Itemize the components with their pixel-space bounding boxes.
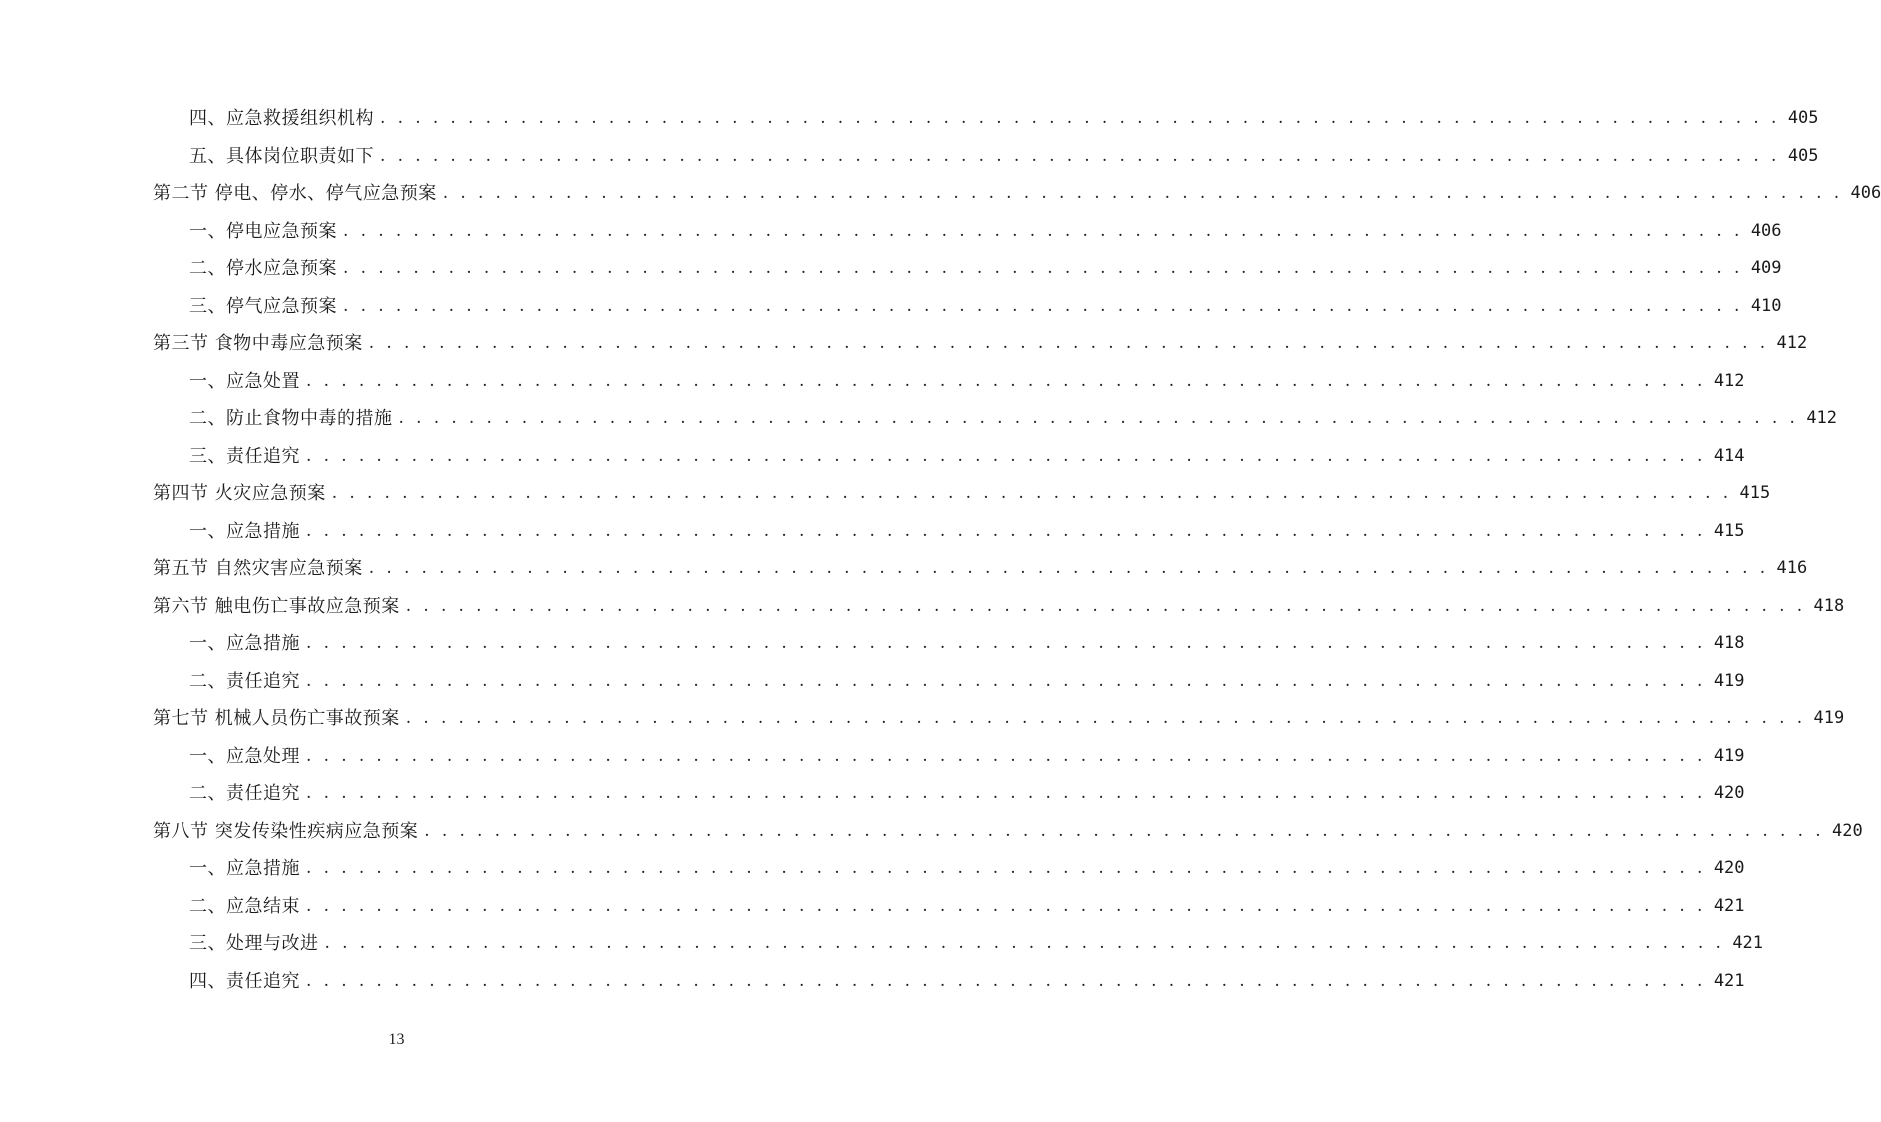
toc-section-entry[interactable]: [0, 175, 1881, 213]
toc-entry-title: 一、停电应急预案: [189, 220, 337, 242]
page-number: 13: [388, 1031, 405, 1048]
toc-entry-page: 415: [1739, 483, 1771, 503]
toc-dot-leader: . . . . . . . . . . . . . . . . . . . . . . . . . . . . . . . . . . . . . . . . . . . . . . . . . . . . . . . . . . . . . . . . . . . . . . . . . . . . . . . .: [306, 783, 1706, 803]
toc-subsection-entry[interactable]: [0, 925, 1764, 963]
toc-entry-page: 405: [1787, 145, 1819, 166]
toc-entry-title: 一、应急处置: [189, 370, 300, 392]
toc-entry-page: 409: [1750, 258, 1782, 278]
toc-subsection-entry[interactable]: [0, 138, 1819, 176]
toc-entry-title: 一、应急措施: [189, 520, 300, 542]
toc-entry-page: 420: [1713, 858, 1745, 878]
toc-subsection-entry[interactable]: [0, 288, 1782, 326]
toc-entry-page: 414: [1713, 445, 1745, 466]
toc-entry-page: 406: [1850, 183, 1881, 203]
toc-entry-page: 410: [1750, 295, 1782, 316]
toc-dot-leader: . . . . . . . . . . . . . . . . . . . . . . . . . . . . . . . . . . . . . . . . . . . . . . . . . . . . . . . . . . . . . . . . . . . . . . . . . . . . . . . .: [324, 933, 1725, 953]
toc-entry-title: 二、应急结束: [189, 895, 300, 917]
toc-subsection-entry[interactable]: [0, 213, 1782, 251]
toc-subsection-entry[interactable]: [0, 438, 1745, 476]
toc-section-entry[interactable]: [0, 550, 1808, 588]
toc-dot-leader: . . . . . . . . . . . . . . . . . . . . . . . . . . . . . . . . . . . . . . . . . . . . . . . . . . . . . . . . . . . . . . . . . . . . . . . . . . . . . . . .: [343, 295, 1743, 316]
toc-entry-title: 四、责任追究: [189, 970, 300, 992]
toc-entry-title: 第六节 触电伤亡事故应急预案: [153, 595, 400, 617]
toc-dot-leader: . . . . . . . . . . . . . . . . . . . . . . . . . . . . . . . . . . . . . . . . . . . . . . . . . . . . . . . . . . . . . . . . . . . . . . . . . . . . . . . .: [306, 670, 1706, 691]
toc-dot-leader: . . . . . . . . . . . . . . . . . . . . . . . . . . . . . . . . . . . . . . . . . . . . . . . . . . . . . . . . . . . . . . . . . . . . . . . . . . . . . . . .: [331, 483, 1732, 503]
toc-entry-page: 420: [1713, 783, 1745, 803]
toc-entry-title: 四、应急救援组织机构: [189, 108, 374, 129]
toc-entry-page: 416: [1776, 558, 1808, 578]
toc-entry-title: 第七节 机械人员伤亡事故预案: [153, 708, 400, 729]
toc-dot-leader: . . . . . . . . . . . . . . . . . . . . . . . . . . . . . . . . . . . . . . . . . . . . . . . . . . . . . . . . . . . . . . . . . . . . . . . . . . . . . . . .: [306, 970, 1706, 991]
toc-entry-title: 第八节 突发传染性疾病应急预案: [153, 820, 419, 842]
toc-entry-page: 420: [1832, 820, 1863, 841]
toc-entry-page: 415: [1713, 520, 1745, 541]
toc-dot-leader: . . . . . . . . . . . . . . . . . . . . . . . . . . . . . . . . . . . . . . . . . . . . . . . . . . . . . . . . . . . . . . . . . . . . . . . . . . . . . . . .: [306, 445, 1706, 466]
toc-entry-title: 二、停水应急预案: [189, 258, 337, 279]
toc-entry-title: 五、具体岗位职责如下: [189, 145, 374, 167]
toc-section-entry[interactable]: [0, 700, 1845, 738]
toc-subsection-entry[interactable]: [0, 250, 1782, 288]
toc-subsection-entry[interactable]: [0, 663, 1745, 701]
toc-dot-leader: . . . . . . . . . . . . . . . . . . . . . . . . . . . . . . . . . . . . . . . . . . . . . . . . . . . . . . . . . . . . . . . . . . . . . . . . . . . . . . . .: [306, 858, 1706, 878]
toc-entry-page: 419: [1713, 670, 1745, 691]
toc-subsection-entry[interactable]: [0, 888, 1745, 926]
toc-entry-title: 二、防止食物中毒的措施: [189, 408, 393, 429]
toc-dot-leader: . . . . . . . . . . . . . . . . . . . . . . . . . . . . . . . . . . . . . . . . . . . . . . . . . . . . . . . . . . . . . . . . . . . . . . . . . . . . . . . .: [343, 220, 1743, 241]
toc-entry-title: 三、停气应急预案: [189, 295, 337, 317]
toc-entry-page: 419: [1713, 745, 1745, 766]
toc-dot-leader: . . . . . . . . . . . . . . . . . . . . . . . . . . . . . . . . . . . . . . . . . . . . . . . . . . . . . . . . . . . . . . . . . . . . . . . . . . . . . . . .: [368, 333, 1769, 353]
toc-subsection-entry[interactable]: [0, 775, 1745, 813]
toc-entry-title: 第四节 火灾应急预案: [153, 483, 326, 504]
toc-entry-page: 418: [1813, 595, 1845, 616]
toc-entry-title: 第三节 食物中毒应急预案: [153, 333, 363, 354]
toc-entry-title: 第五节 自然灾害应急预案: [153, 558, 363, 579]
toc-subsection-entry[interactable]: [0, 625, 1745, 663]
toc-dot-leader: . . . . . . . . . . . . . . . . . . . . . . . . . . . . . . . . . . . . . . . . . . . . . . . . . . . . . . . . . . . . . . . . . . . . . . . . . . . . . . . .: [380, 145, 1780, 166]
toc-dot-leader: . . . . . . . . . . . . . . . . . . . . . . . . . . . . . . . . . . . . . . . . . . . . . . . . . . . . . . . . . . . . . . . . . . . . . . . . . . . . . . . .: [306, 520, 1706, 541]
toc-subsection-entry[interactable]: [0, 100, 1819, 138]
toc-entry-page: 406: [1750, 220, 1782, 241]
toc-subsection-entry[interactable]: [0, 513, 1745, 551]
toc-entry-title: 三、处理与改进: [189, 933, 319, 954]
toc-entry-page: 418: [1713, 633, 1745, 653]
toc-entry-title: 二、责任追究: [189, 670, 300, 692]
table-of-contents: [0, 100, 1881, 1000]
toc-entry-page: 419: [1813, 708, 1845, 728]
toc-dot-leader: . . . . . . . . . . . . . . . . . . . . . . . . . . . . . . . . . . . . . . . . . . . . . . . . . . . . . . . . . . . . . . . . . . . . . . . . . . . . . . . .: [405, 708, 1806, 728]
toc-entry-page: 421: [1713, 895, 1745, 916]
toc-dot-leader: . . . . . . . . . . . . . . . . . . . . . . . . . . . . . . . . . . . . . . . . . . . . . . . . . . . . . . . . . . . . . . . . . . . . . . . . . . . . . . . .: [442, 183, 1843, 203]
toc-entry-title: 一、应急措施: [189, 633, 300, 654]
toc-section-entry[interactable]: [0, 325, 1808, 363]
toc-section-entry[interactable]: [0, 588, 1845, 626]
toc-dot-leader: . . . . . . . . . . . . . . . . . . . . . . . . . . . . . . . . . . . . . . . . . . . . . . . . . . . . . . . . . . . . . . . . . . . . . . . . . . . . . . . .: [405, 595, 1806, 616]
toc-subsection-entry[interactable]: [0, 363, 1745, 401]
toc-subsection-entry[interactable]: [0, 738, 1745, 776]
toc-section-entry[interactable]: [0, 475, 1771, 513]
toc-entry-title: 一、应急处理: [189, 745, 300, 767]
toc-subsection-entry[interactable]: [0, 963, 1745, 1001]
toc-entry-page: 405: [1787, 108, 1819, 128]
toc-dot-leader: . . . . . . . . . . . . . . . . . . . . . . . . . . . . . . . . . . . . . . . . . . . . . . . . . . . . . . . . . . . . . . . . . . . . . . . . . . . . . . . .: [306, 895, 1706, 916]
toc-subsection-entry[interactable]: [0, 400, 1838, 438]
toc-entry-title: 一、应急措施: [189, 858, 300, 879]
toc-entry-page: 412: [1776, 333, 1808, 353]
toc-dot-leader: . . . . . . . . . . . . . . . . . . . . . . . . . . . . . . . . . . . . . . . . . . . . . . . . . . . . . . . . . . . . . . . . . . . . . . . . . . . . . . . .: [380, 108, 1780, 128]
toc-entry-page: 412: [1713, 370, 1745, 391]
toc-dot-leader: . . . . . . . . . . . . . . . . . . . . . . . . . . . . . . . . . . . . . . . . . . . . . . . . . . . . . . . . . . . . . . . . . . . . . . . . . . . . . . . .: [306, 370, 1706, 391]
toc-entry-title: 二、责任追究: [189, 783, 300, 804]
toc-dot-leader: . . . . . . . . . . . . . . . . . . . . . . . . . . . . . . . . . . . . . . . . . . . . . . . . . . . . . . . . . . . . . . . . . . . . . . . . . . . . . . . .: [343, 258, 1743, 278]
toc-subsection-entry[interactable]: [0, 850, 1745, 888]
toc-dot-leader: . . . . . . . . . . . . . . . . . . . . . . . . . . . . . . . . . . . . . . . . . . . . . . . . . . . . . . . . . . . . . . . . . . . . . . . . . . . . . . . .: [306, 633, 1706, 653]
toc-section-entry[interactable]: [0, 813, 1863, 851]
toc-entry-page: 421: [1732, 933, 1764, 953]
toc-dot-leader: . . . . . . . . . . . . . . . . . . . . . . . . . . . . . . . . . . . . . . . . . . . . . . . . . . . . . . . . . . . . . . . . . . . . . . . . . . . . . . . .: [368, 558, 1769, 578]
toc-dot-leader: . . . . . . . . . . . . . . . . . . . . . . . . . . . . . . . . . . . . . . . . . . . . . . . . . . . . . . . . . . . . . . . . . . . . . . . . . . . . . . . .: [306, 745, 1706, 766]
toc-dot-leader: . . . . . . . . . . . . . . . . . . . . . . . . . . . . . . . . . . . . . . . . . . . . . . . . . . . . . . . . . . . . . . . . . . . . . . . . . . . . . . . .: [398, 408, 1799, 428]
toc-entry-title: 第二节 停电、停水、停气应急预案: [153, 183, 437, 204]
toc-entry-title: 三、责任追究: [189, 445, 300, 467]
toc-entry-page: 421: [1713, 970, 1745, 991]
toc-entry-page: 412: [1806, 408, 1838, 428]
toc-dot-leader: . . . . . . . . . . . . . . . . . . . . . . . . . . . . . . . . . . . . . . . . . . . . . . . . . . . . . . . . . . . . . . . . . . . . . . . . . . . . . . . .: [424, 820, 1825, 841]
